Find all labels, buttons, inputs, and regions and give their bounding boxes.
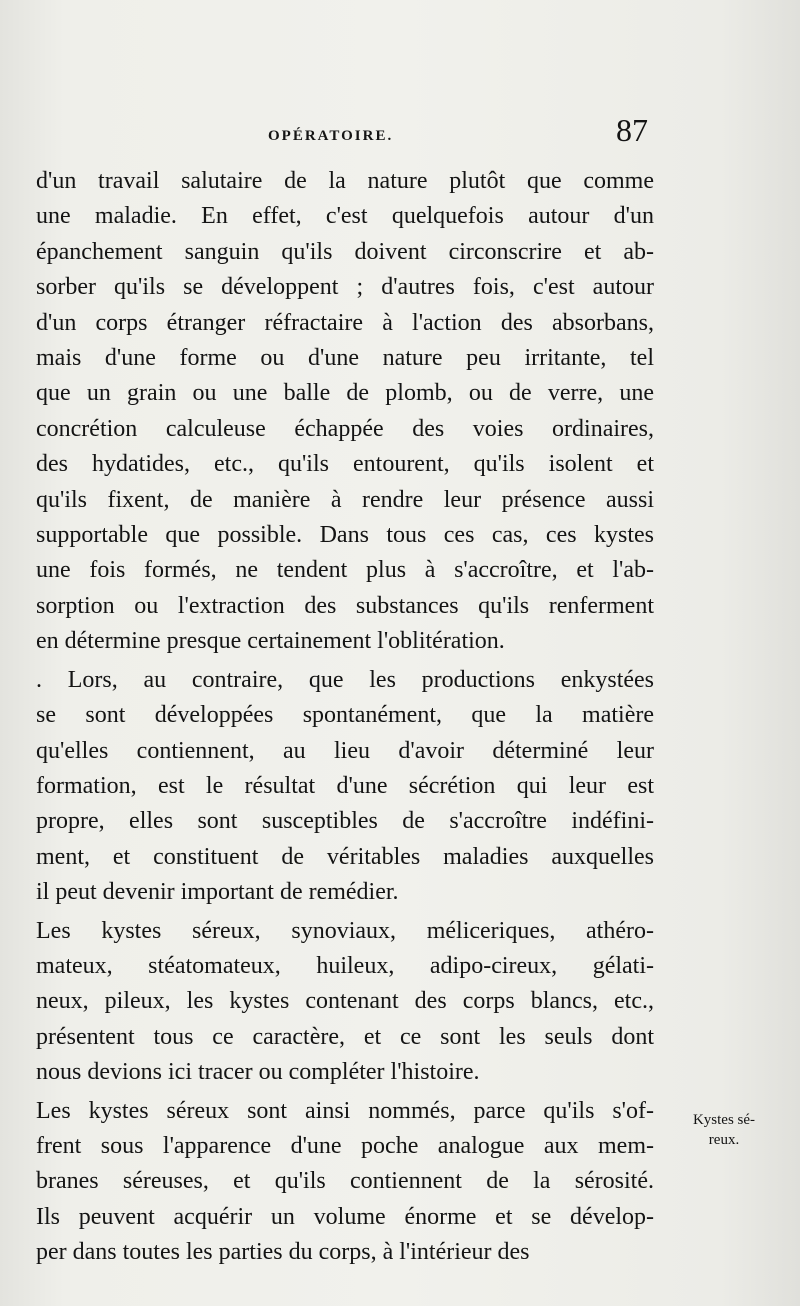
text-line: il peut devenir important de remédier.: [36, 879, 399, 906]
text-line: se sont développées spontanément, que la matière: [36, 702, 654, 729]
running-title: OPÉRATOIRE.: [268, 128, 394, 144]
margin-note: [674, 1110, 774, 1150]
text-line: une fois formés, ne tendent plus à s'accroître, et l'ab-: [36, 557, 654, 584]
text-line: branes séreuses, et qu'ils contiennent de la sérosité.: [36, 1168, 654, 1195]
text-line: sorber qu'ils se développent ; d'autres fois, c'est autour: [36, 274, 654, 301]
text-line: que un grain ou une balle de plomb, ou de verre, une: [36, 380, 654, 407]
text-line: en détermine presque certainement l'oblitération.: [36, 628, 505, 655]
text-line: mais d'une forme ou d'une nature peu irritante, tel: [36, 345, 654, 372]
text-line: présentent tous ce caractère, et ce sont les seuls dont: [36, 1023, 654, 1050]
body-text: [36, 164, 654, 1271]
text-line: d'un corps étranger réfractaire à l'action des absorbans,: [36, 309, 654, 336]
text-line: qu'elles contiennent, au lieu d'avoir déterminé leur: [36, 737, 654, 764]
text-line: mateux, stéatomateux, huileux, adipo-cireux, gélati-: [36, 952, 654, 979]
paragraph: [36, 914, 654, 1091]
text-line: concrétion calculeuse échappée des voies ordinaires,: [36, 415, 654, 442]
text-line: neux, pileux, les kystes contenant des corps blancs, etc.,: [36, 988, 654, 1015]
text-line: Les kystes séreux, synoviaux, méliceriques, athéro-: [36, 917, 654, 944]
text-line: per dans toutes les parties du corps, à l'intérieur des: [36, 1239, 530, 1266]
text-line: des hydatides, etc., qu'ils entourent, qu'ils isolent et: [36, 451, 654, 478]
text-line: formation, est le résultat d'une sécrétion qui leur est: [36, 772, 654, 799]
text-line: qu'ils fixent, de manière à rendre leur présence aussi: [36, 486, 654, 513]
text-line: d'un travail salutaire de la nature plutôt que comme: [36, 168, 654, 194]
text-line: une maladie. En effet, c'est quelquefois autour d'un: [36, 203, 654, 230]
margin-note-line: Kystes sé-: [692, 1112, 756, 1128]
text-line: propre, elles sont susceptibles de s'accroître indéfini-: [36, 808, 654, 835]
text-line: épanchement sanguin qu'ils doivent circonscrire et ab-: [36, 238, 654, 265]
text-line: nous devions ici tracer ou compléter l'histoire.: [36, 1059, 480, 1086]
margin-note-line: reux.: [708, 1132, 740, 1148]
paragraph: [36, 1094, 654, 1271]
text-line: supportable que possible. Dans tous ces cas, ces kystes: [36, 522, 654, 549]
text-line: . Lors, au contraire, que les productions enkystées: [36, 666, 654, 693]
paragraph: [36, 663, 654, 911]
text-line: Les kystes séreux sont ainsi nommés, parce qu'ils s'of-: [36, 1097, 654, 1124]
page-number: 87: [616, 112, 648, 148]
text-line: sorption ou l'extraction des substances qu'ils renferment: [36, 592, 654, 619]
text-line: frent sous l'apparence d'une poche analogue aux mem-: [36, 1132, 654, 1159]
text-line: Ils peuvent acquérir un volume énorme et se dévelop-: [36, 1203, 654, 1230]
paragraph: [36, 164, 654, 660]
text-line: ment, et constituent de véritables maladies auxquelles: [36, 843, 654, 870]
